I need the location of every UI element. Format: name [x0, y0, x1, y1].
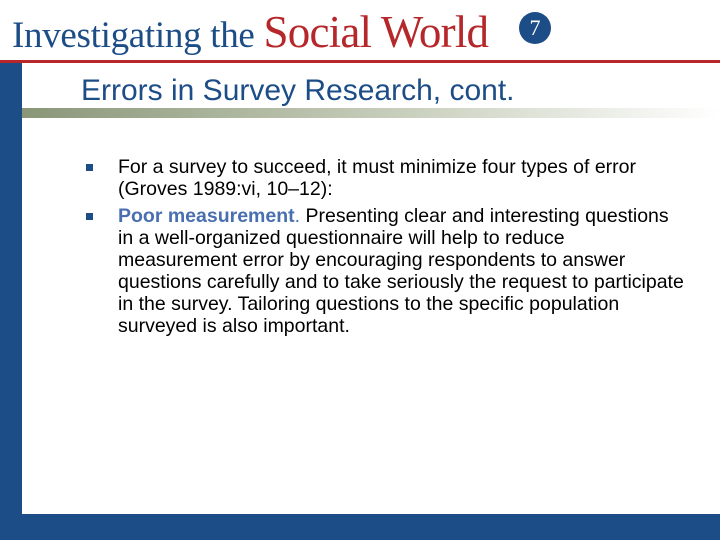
edition-badge: 7 — [519, 12, 551, 44]
slide-title: Errors in Survey Research, cont. — [81, 74, 515, 107]
square-bullet-icon — [86, 164, 93, 171]
bullet-item — [86, 205, 686, 337]
brand-logo — [12, 6, 488, 56]
bullet-term: Poor measurement — [118, 205, 295, 227]
title-underline-stripe — [22, 108, 720, 118]
brand-title-part1: Investigating the — [12, 15, 255, 56]
square-bullet-icon — [86, 213, 93, 220]
bullet-list — [86, 156, 686, 342]
bullet-item — [86, 156, 686, 200]
left-accent-bar — [0, 63, 22, 540]
header-band — [0, 0, 720, 60]
bullet-text: Presenting clear and interesting questions in a well-organized questionnaire will help to reduce measurement error by encouraging respondents to answer questions carefully and to take seriously the request to participate in the survey. Tailoring questions to the specific population surveyed is also important. — [118, 205, 684, 337]
footer-bar — [0, 514, 720, 540]
bullet-term-punctuation: . — [294, 205, 301, 227]
header-divider — [0, 60, 720, 63]
bullet-text: For a survey to succeed, it must minimize four types of error (Groves 1989:vi, 10–12): — [118, 156, 637, 200]
brand-title-part2: Social World — [263, 7, 489, 57]
